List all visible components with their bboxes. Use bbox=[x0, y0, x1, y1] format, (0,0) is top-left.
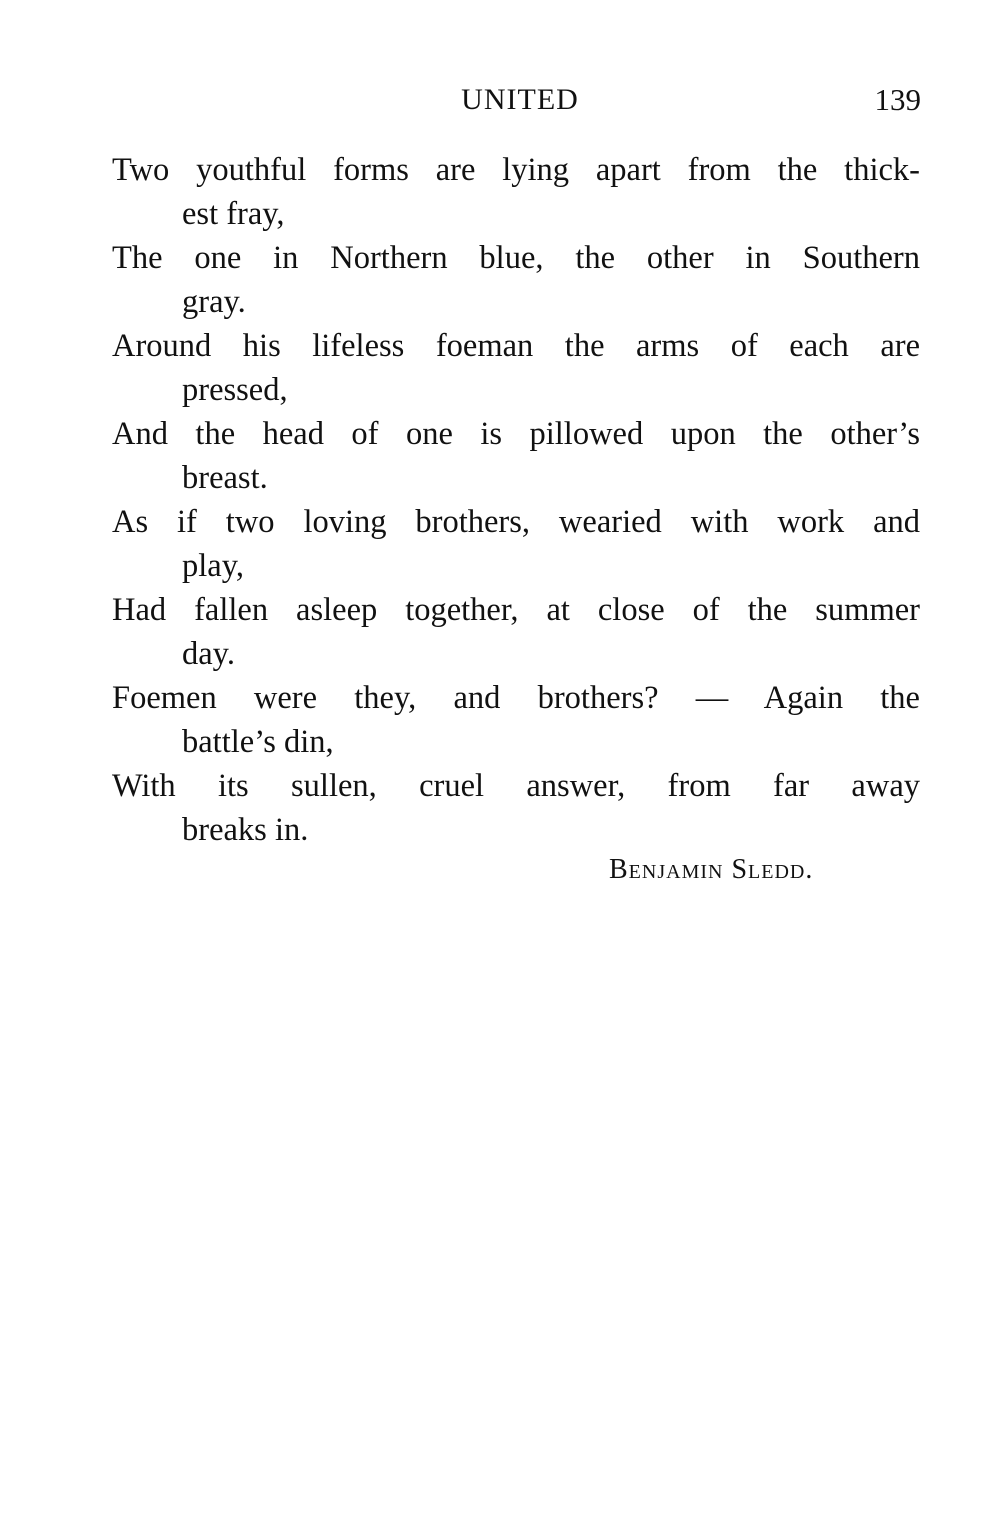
poem-line bbox=[112, 676, 920, 764]
poem bbox=[112, 148, 920, 852]
poem-line bbox=[112, 412, 920, 500]
poem-line bbox=[112, 500, 920, 588]
poem-line-text: With its sullen, cruel answer, from far away bbox=[112, 768, 920, 804]
poem-line-text: As if two loving brothers, wearied with work and bbox=[112, 504, 920, 540]
running-head bbox=[0, 78, 1000, 122]
poem-line-text: And the head of one is pillowed upon the other’s bbox=[112, 416, 920, 452]
poem-line bbox=[112, 764, 920, 852]
poem-line-continuation: play, bbox=[182, 548, 244, 584]
poem-line-text: Had fallen asleep together, at close of the summer bbox=[112, 592, 920, 628]
poem-line bbox=[112, 236, 920, 324]
poem-line-text: Around his lifeless foeman the arms of each are bbox=[112, 328, 920, 364]
poem-line-continuation: breast. bbox=[182, 460, 268, 496]
poem-line bbox=[112, 324, 920, 412]
poem-line bbox=[112, 148, 920, 236]
poem-line-continuation: gray. bbox=[182, 284, 246, 320]
running-title: UNITED bbox=[461, 83, 579, 116]
page-number: 139 bbox=[874, 82, 921, 117]
poem-line-text: Two youthful forms are lying apart from the thick- bbox=[112, 152, 920, 188]
poem-line bbox=[112, 588, 920, 676]
poem-line-continuation: breaks in. bbox=[182, 812, 309, 848]
poem-line-continuation: est fray, bbox=[182, 196, 285, 232]
poem-line-continuation: battle’s din, bbox=[182, 724, 334, 760]
poem-line-continuation: pressed, bbox=[182, 372, 288, 408]
poem-line-text: The one in Northern blue, the other in Southern bbox=[112, 240, 920, 276]
author-attribution: Benjamin Sledd. bbox=[609, 854, 814, 885]
poem-line-continuation: day. bbox=[182, 636, 235, 672]
poem-line-text: Foemen were they, and brothers? — Again the bbox=[112, 680, 920, 716]
